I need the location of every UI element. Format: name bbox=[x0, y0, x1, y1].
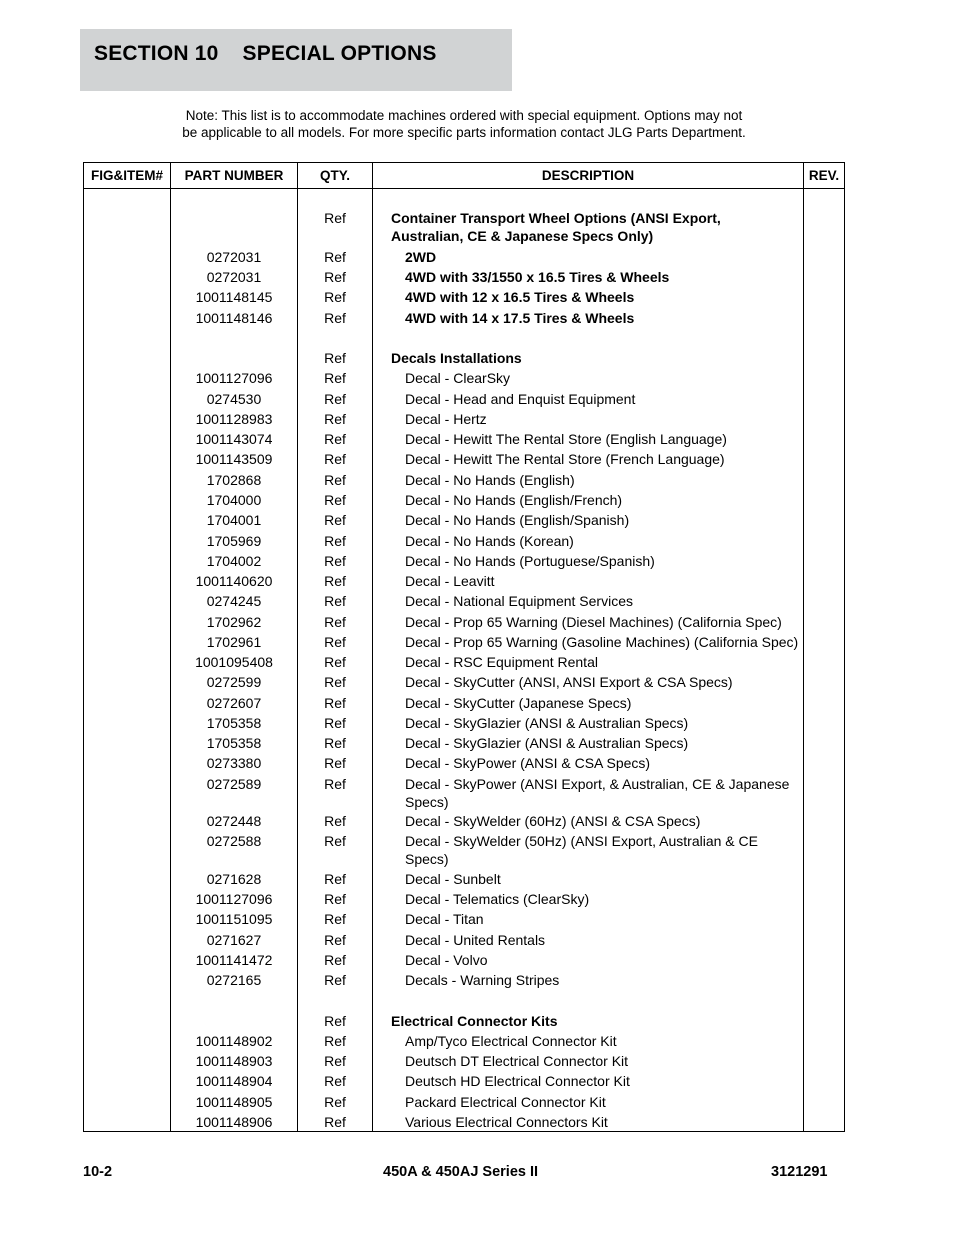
qty-cell: Ref bbox=[324, 210, 346, 226]
column-divider bbox=[803, 163, 804, 1131]
part-number-cell: 0274530 bbox=[206, 391, 262, 407]
description-cell: Decal - No Hands (English/French) bbox=[405, 492, 623, 508]
description-cell: Decal - United Rentals bbox=[405, 932, 546, 948]
description-cell: Decal - Telematics (ClearSky) bbox=[405, 891, 590, 907]
col-header-fig-item: FIG&ITEM# bbox=[90, 168, 163, 183]
qty-cell: Ref bbox=[324, 472, 346, 488]
part-number-cell: 1001151095 bbox=[195, 911, 273, 927]
qty-cell: Ref bbox=[324, 249, 346, 265]
part-number-cell: 1001128983 bbox=[195, 411, 273, 427]
qty-cell: Ref bbox=[324, 593, 346, 609]
qty-cell: Ref bbox=[324, 1013, 346, 1029]
header-divider bbox=[84, 188, 844, 189]
qty-cell: Ref bbox=[324, 952, 346, 968]
col-header-qty: QTY. bbox=[319, 168, 350, 183]
description-cell: Decal - Hewitt The Rental Store (English Language) bbox=[405, 431, 727, 447]
part-number-cell: 0274245 bbox=[206, 593, 262, 609]
description-cell: Decal - Hertz bbox=[405, 411, 487, 427]
part-number-cell: 1704000 bbox=[206, 492, 262, 508]
description-cell: Electrical Connector Kits bbox=[391, 1013, 558, 1029]
part-number-cell: 0272599 bbox=[206, 674, 262, 690]
col-header-description: DESCRIPTION bbox=[541, 168, 635, 183]
part-number-cell: 1001095408 bbox=[195, 654, 273, 670]
qty-cell: Ref bbox=[324, 411, 346, 427]
qty-cell: Ref bbox=[324, 715, 346, 731]
part-number-cell: 1001143509 bbox=[195, 451, 273, 467]
description-cell: Decal - SkyGlazier (ANSI & Australian Specs) bbox=[405, 735, 689, 751]
description-cell: Decal - No Hands (Korean) bbox=[405, 533, 574, 549]
qty-cell: Ref bbox=[324, 370, 346, 386]
description-cell: Decal - ClearSky bbox=[405, 370, 511, 386]
part-number-cell: 0272448 bbox=[206, 813, 262, 829]
section-title bbox=[94, 42, 437, 66]
qty-cell: Ref bbox=[324, 735, 346, 751]
part-number-cell: 1001148904 bbox=[195, 1073, 273, 1089]
part-number-cell: 1001148906 bbox=[195, 1114, 273, 1130]
description-cell: Decals Installations bbox=[391, 350, 522, 366]
qty-cell: Ref bbox=[324, 813, 346, 829]
note-line-2: be applicable to all models. For more specific parts information contact JLG Parts Department. bbox=[182, 125, 746, 140]
part-number-cell: 1001148905 bbox=[195, 1094, 273, 1110]
description-cell: Various Electrical Connectors Kit bbox=[405, 1114, 608, 1130]
description-cell: Decal - SkyWelder (60Hz) (ANSI & CSA Specs) bbox=[405, 813, 701, 829]
qty-cell: Ref bbox=[324, 1033, 346, 1049]
qty-cell: Ref bbox=[324, 289, 346, 305]
part-number-cell: 1702962 bbox=[206, 614, 262, 630]
part-number-cell: 1001148145 bbox=[195, 289, 273, 305]
description-cell: Decal - No Hands (English) bbox=[405, 472, 575, 488]
description-cell: Decal - No Hands (English/Spanish) bbox=[405, 512, 630, 528]
qty-cell: Ref bbox=[324, 634, 346, 650]
qty-cell: Ref bbox=[324, 614, 346, 630]
description-cell: Decal - Prop 65 Warning (Diesel Machines) (California Spec) bbox=[405, 614, 782, 630]
part-number-cell: 0271628 bbox=[206, 871, 262, 887]
qty-cell: Ref bbox=[324, 932, 346, 948]
qty-cell: Ref bbox=[324, 654, 346, 670]
part-number-cell: 0273380 bbox=[206, 755, 262, 771]
description-cell: Decal - SkyPower (ANSI Export, & Australian, CE & Japanese Specs) bbox=[405, 776, 790, 810]
col-header-rev: REV. bbox=[808, 168, 840, 183]
footer-model: 450A & 450AJ Series II bbox=[383, 1164, 539, 1180]
part-number-cell: 1705969 bbox=[206, 533, 262, 549]
description-cell: Deutsch HD Electrical Connector Kit bbox=[405, 1073, 630, 1089]
description-cell: Decal - Leavitt bbox=[405, 573, 495, 589]
qty-cell: Ref bbox=[324, 776, 346, 792]
part-number-cell: 0272588 bbox=[206, 833, 262, 849]
description-cell: Decals - Warning Stripes bbox=[405, 972, 560, 988]
part-number-cell: 1705358 bbox=[206, 715, 262, 731]
qty-cell: Ref bbox=[324, 451, 346, 467]
part-number-cell: 1001127096 bbox=[195, 891, 273, 907]
qty-cell: Ref bbox=[324, 674, 346, 690]
qty-cell: Ref bbox=[324, 972, 346, 988]
part-number-cell: 0271627 bbox=[206, 932, 262, 948]
description-cell: Decal - SkyGlazier (ANSI & Australian Specs) bbox=[405, 715, 689, 731]
qty-cell: Ref bbox=[324, 1114, 346, 1130]
part-number-cell: 1702868 bbox=[206, 472, 262, 488]
part-number-cell: 1001140620 bbox=[195, 573, 273, 589]
section-header-band bbox=[80, 29, 512, 91]
qty-cell: Ref bbox=[324, 755, 346, 771]
description-cell: Decal - Head and Enquist Equipment bbox=[405, 391, 636, 407]
part-number-cell: 1704002 bbox=[206, 553, 262, 569]
note-text bbox=[164, 107, 764, 141]
qty-cell: Ref bbox=[324, 911, 346, 927]
note-line-1: Note: This list is to accommodate machines ordered with special equipment. Options may not bbox=[185, 108, 743, 123]
qty-cell: Ref bbox=[324, 512, 346, 528]
qty-cell: Ref bbox=[324, 269, 346, 285]
qty-cell: Ref bbox=[324, 695, 346, 711]
part-number-cell: 0272031 bbox=[206, 249, 262, 265]
section-number: SECTION 10 bbox=[94, 42, 219, 65]
qty-cell: Ref bbox=[324, 553, 346, 569]
qty-cell: Ref bbox=[324, 492, 346, 508]
description-cell: 4WD with 33/1550 x 16.5 Tires & Wheels bbox=[405, 269, 670, 285]
footer-page-number: 10-2 bbox=[83, 1164, 113, 1180]
description-cell: 4WD with 12 x 16.5 Tires & Wheels bbox=[405, 289, 635, 305]
description-cell: Decal - Volvo bbox=[405, 952, 488, 968]
col-header-part-number: PART NUMBER bbox=[184, 168, 284, 183]
part-number-cell: 0272031 bbox=[206, 269, 262, 285]
part-number-cell: 1001141472 bbox=[195, 952, 273, 968]
description-cell: Decal - Titan bbox=[405, 911, 484, 927]
description-cell: Decal - Hewitt The Rental Store (French Language) bbox=[405, 451, 725, 467]
qty-cell: Ref bbox=[324, 310, 346, 326]
column-divider bbox=[372, 163, 373, 1131]
qty-cell: Ref bbox=[324, 1073, 346, 1089]
part-number-cell: 1001148903 bbox=[195, 1053, 273, 1069]
part-number-cell: 1001148146 bbox=[195, 310, 273, 326]
description-cell: Decal - SkyWelder (50Hz) (ANSI Export, Australian & CE Specs) bbox=[405, 833, 758, 867]
qty-cell: Ref bbox=[324, 891, 346, 907]
description-cell: Decal - No Hands (Portuguese/Spanish) bbox=[405, 553, 655, 569]
description-cell: Decal - SkyCutter (ANSI, ANSI Export & CSA Specs) bbox=[405, 674, 733, 690]
description-cell: Container Transport Wheel Options (ANSI Export, Australian, CE & Japanese Specs Only) bbox=[391, 210, 721, 244]
part-number-cell: 1001127096 bbox=[195, 370, 273, 386]
part-number-cell: 1702961 bbox=[206, 634, 262, 650]
part-number-cell: 1704001 bbox=[206, 512, 262, 528]
qty-cell: Ref bbox=[324, 431, 346, 447]
parts-table bbox=[83, 162, 845, 1132]
description-cell: Decal - RSC Equipment Rental bbox=[405, 654, 598, 670]
part-number-cell: 0272607 bbox=[206, 695, 262, 711]
qty-cell: Ref bbox=[324, 533, 346, 549]
description-cell: Decal - National Equipment Services bbox=[405, 593, 633, 609]
qty-cell: Ref bbox=[324, 391, 346, 407]
description-cell: Decal - Prop 65 Warning (Gasoline Machines) (California Spec) bbox=[405, 634, 799, 650]
part-number-cell: 1001143074 bbox=[195, 431, 273, 447]
part-number-cell: 0272165 bbox=[206, 972, 262, 988]
qty-cell: Ref bbox=[324, 1094, 346, 1110]
description-cell: 4WD with 14 x 17.5 Tires & Wheels bbox=[405, 310, 635, 326]
qty-cell: Ref bbox=[324, 833, 346, 849]
qty-cell: Ref bbox=[324, 350, 346, 366]
footer-doc-number: 3121291 bbox=[771, 1164, 828, 1180]
description-cell: Decal - Sunbelt bbox=[405, 871, 501, 887]
part-number-cell: 0272589 bbox=[206, 776, 262, 792]
qty-cell: Ref bbox=[324, 1053, 346, 1069]
description-cell: Decal - SkyPower (ANSI & CSA Specs) bbox=[405, 755, 651, 771]
qty-cell: Ref bbox=[324, 871, 346, 887]
qty-cell: Ref bbox=[324, 573, 346, 589]
description-cell: 2WD bbox=[405, 249, 437, 265]
part-number-cell: 1705358 bbox=[206, 735, 262, 751]
description-cell: Deutsch DT Electrical Connector Kit bbox=[405, 1053, 629, 1069]
description-cell: Packard Electrical Connector Kit bbox=[405, 1094, 606, 1110]
section-name: SPECIAL OPTIONS bbox=[242, 42, 437, 65]
description-cell: Decal - SkyCutter (Japanese Specs) bbox=[405, 695, 632, 711]
part-number-cell: 1001148902 bbox=[195, 1033, 273, 1049]
description-cell: Amp/Tyco Electrical Connector Kit bbox=[405, 1033, 617, 1049]
